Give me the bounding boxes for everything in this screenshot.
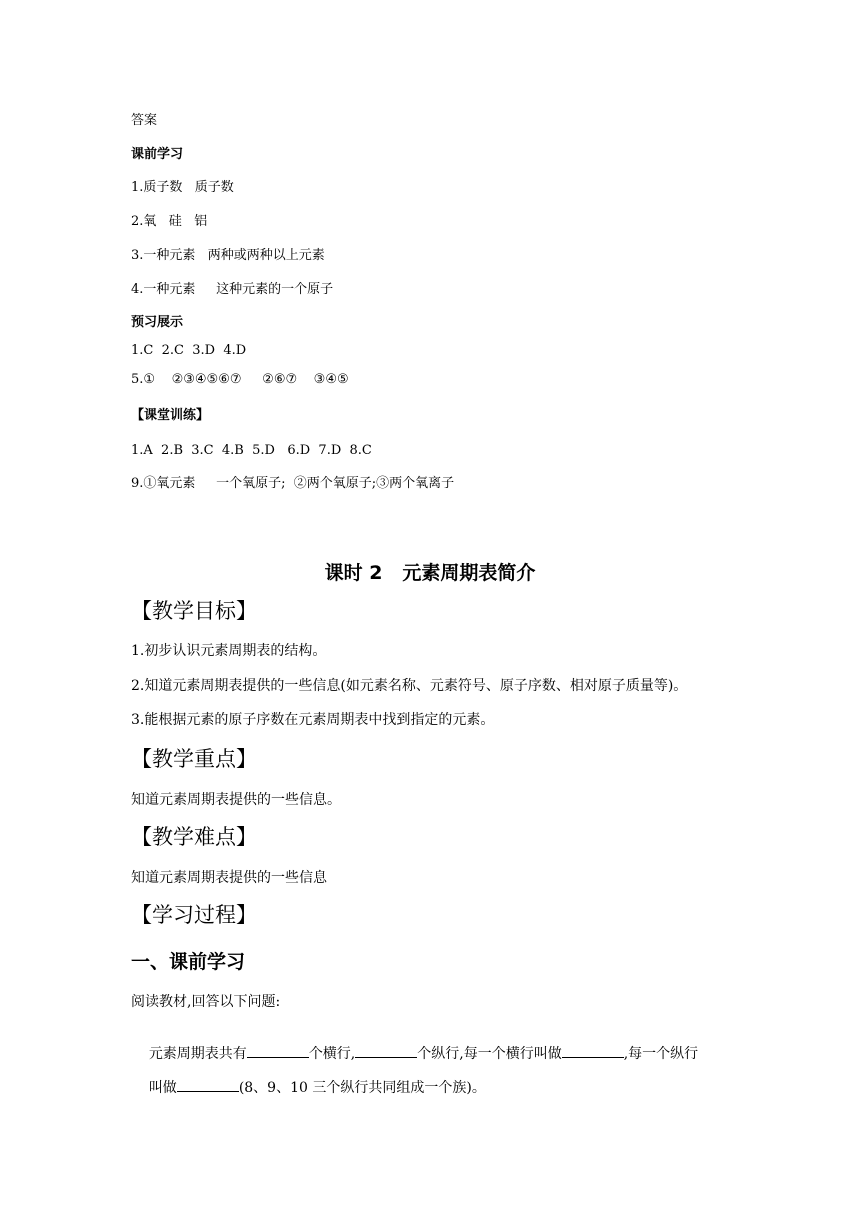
objectives-heading: 【教学目标】 <box>131 599 257 623</box>
fill-blank[interactable] <box>355 1043 417 1058</box>
section-pre-study: 一、课前学习 <box>131 951 246 973</box>
objective-item: 2.知道元素周期表提供的一些信息(如元素名称、元素符号、原子序数、相对原子质量等)。 <box>131 678 688 694</box>
question-text: (8、9、10 三个纵行共同组成一个族)。 <box>238 1080 486 1096</box>
question-text: 个横行, <box>308 1046 356 1062</box>
class-practice-title: 【课堂训练】 <box>131 408 210 423</box>
fill-blank[interactable] <box>562 1043 624 1058</box>
pre-study-item: 2.氧 硅 铝 <box>131 214 208 229</box>
objective-item: 1.初步认识元素周期表的结构。 <box>131 643 327 659</box>
pre-study-item: 1.质子数 质子数 <box>131 180 234 195</box>
lesson-title: 课时 2 元素周期表简介 <box>324 562 536 584</box>
pre-study-item: 3.一种元素 两种或两种以上元素 <box>131 248 325 263</box>
preview-item: 1.C 2.C 3.D 4.D <box>131 343 247 358</box>
question-text: ,每一个纵行 <box>623 1046 699 1062</box>
question-line <box>131 1063 486 1109</box>
fill-blank[interactable] <box>177 1077 239 1092</box>
question-text: 元素周期表共有 <box>148 1046 247 1062</box>
process-intro: 阅读教材,回答以下问题: <box>131 994 281 1010</box>
objective-item: 3.能根据元素的原子序数在元素周期表中找到指定的元素。 <box>131 712 495 728</box>
answers-heading: 答案 <box>131 113 158 128</box>
class-practice-item: 9.①氧元素 一个氧原子; ②两个氧原子;③两个氧离子 <box>131 476 455 491</box>
difficulties-heading: 【教学难点】 <box>131 825 257 849</box>
process-heading: 【学习过程】 <box>131 903 257 927</box>
preview-title: 预习展示 <box>131 315 184 330</box>
question-text: 个纵行,每一个横行叫做 <box>417 1046 562 1062</box>
fill-blank[interactable] <box>247 1043 309 1058</box>
pre-study-item: 4.一种元素 这种元素的一个原子 <box>131 282 334 297</box>
preview-item: 5.① ②③④⑤⑥⑦ ②⑥⑦ ③④⑤ <box>131 372 349 387</box>
key-points-heading: 【教学重点】 <box>131 747 257 771</box>
class-practice-item: 1.A 2.B 3.C 4.B 5.D 6.D 7.D 8.C <box>131 443 372 458</box>
question-text: 叫做 <box>148 1080 177 1096</box>
difficulties-text: 知道元素周期表提供的一些信息 <box>131 870 327 886</box>
pre-study-title: 课前学习 <box>131 147 184 162</box>
key-points-text: 知道元素周期表提供的一些信息。 <box>131 792 341 808</box>
